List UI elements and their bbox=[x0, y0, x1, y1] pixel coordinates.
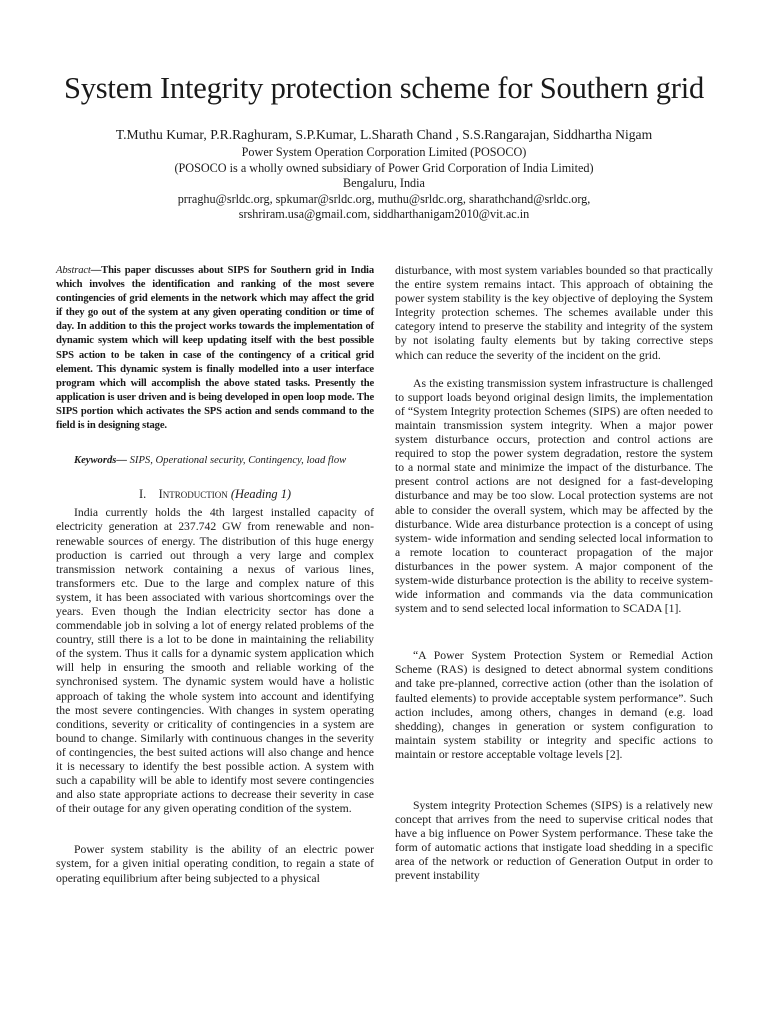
affiliation-org: Power System Operation Corporation Limited (POSOCO) bbox=[241, 145, 527, 159]
section-title: Introduction bbox=[158, 487, 228, 502]
section-note: (Heading 1) bbox=[230, 487, 292, 502]
paper-title: System Integrity protection scheme for Southern grid bbox=[63, 71, 705, 105]
ras-definition-paragraph: “A Power System Protection System or Remedial Action Scheme (RAS) is designed to detect abnormal system conditions and take pre-planned, corrective action (other than the isolation of faulted elements) to provide acceptable system performance”. Such action includes, among others, changes in demand (e.g. load shedding), changes in generation or system configuration to maintain system stability or integrity and specific actions to maintain or restore acceptable voltage levels [2]. bbox=[395, 649, 713, 761]
author-emails-line-2: srshriram.usa@gmail.com, siddharthanigam2010@vit.ac.in bbox=[238, 207, 530, 222]
keywords-text: SIPS, Operational security, Contingency, load flow bbox=[126, 455, 347, 467]
affiliation-note: (POSOCO is a wholly owned subsidiary of Power Grid Corporation of India Limited) bbox=[174, 160, 594, 175]
sips-paragraph: As the existing transmission system infrastructure is challenged to support loads beyond original design limits, the implementation of “System Integrity protection Schemes (SIPS) are often needed to maintain transmission system integrity. When a major power system disturbance occurs, protection and control actions are required to stop the power system degradation, restore the system to a normal state and minimize the impact of the disturbance. The present control actions are not designed for a fast-developing disturbance and may be too slow. Local protection systems are not able to consider the overall system, which may be affected by the disturbance. Wide area disturbance protection is a concept of using system- wide information and sending selected local information to a remote location to counteract propagation of the major disturbances in the power system. A major component of the system-wide disturbance protection is the ability to receive system-wide information and commands via the data communication system and to send selected local information to SCADA [1]. bbox=[395, 376, 713, 616]
sips-concept-paragraph: System integrity Protection Schemes (SIPS) is a relatively new concept that arrives from the need to supervise critical nodes that have a big influence on Power System performance. These take the form of automatic actions that instigate load shedding in a specific area of the network or reduction of Generation Output in order to prevent instability bbox=[395, 799, 713, 883]
section-heading bbox=[56, 487, 374, 501]
intro-paragraph-1: India currently holds the 4th largest installed capacity of electricity generation at 237.742 GW from renewable and non-renewable sources of energy. The distribution of this huge energy production is carried out through a very large and complex transmission network containing a nexus of various lines, transformers etc. Due to the large and complex nature of this system, it has been associated with various shortcomings over the years. Even though the Indian electricity sector has done a commendable job in solving a lot of energy related problems of the country, still there is a lot to be done in maintaining the reliability of the system. Thus it calls for a dynamic system application which will help in ensuring the smooth and reliable working of the synchronised system. The dynamic system would have a holistic approach of taking the whole system into account and identifying the most severe contingencies. With changes in system operating conditions, severity or criticality of contingencies in a system are bound to change. Similarly with continuous changes in the severity of contingencies, the best suited actions will also change and hence it is necessary to identify the best possible action. A system with such a capability will be able to identify most severe contingencies and also state appropriate actions to decrease their severity in case of their outage for any given operating condition of the system. bbox=[56, 506, 374, 816]
right-column bbox=[395, 264, 713, 884]
abstract bbox=[56, 264, 374, 433]
author-emails-line-1: prraghu@srldc.org, spkumar@srldc.org, muthu@srldc.org, sharathchand@srldc.org, bbox=[177, 191, 591, 206]
section-number: I. bbox=[138, 487, 147, 502]
keywords bbox=[56, 454, 374, 468]
left-column bbox=[56, 264, 374, 886]
affiliation-block bbox=[0, 145, 768, 223]
abstract-label: Abstract bbox=[56, 265, 91, 276]
affiliation-location: Bengaluru, India bbox=[343, 176, 425, 191]
abstract-text: —This paper discusses about SIPS for Southern grid in India which involves the identification and ranking of the most severe contingencies of grid elements in the network which may affect the grid if they go out of the system at any given operating condition or time of day. In addition to this the project works towards the implementation of dynamic system which will keep updating itself with the best possible SPS action to be taken in case of the contingency of a critical grid element. This dynamic system is finally modelled into a user interface program which will accomplish the above stated tasks. Presently the application is user driven and is being developed in open loop mode. The SIPS portion which activates the SPS action and sends command to the field is in designing stage. bbox=[56, 265, 374, 432]
keywords-label: Keywords— bbox=[74, 455, 127, 467]
continued-paragraph: disturbance, with most system variables bounded so that practically the entire system remains intact. This approach of obtaining the power system stability is the key objective of deploying the System Integrity protection schemes. The schemes available under this category intend to preserve the stability and integrity of the system by not isolating faulty elements but by taking corrective steps which can reduce the severity of the incident on the grid. bbox=[395, 264, 713, 362]
intro-paragraph-2: Power system stability is the ability of an electric power system, for a given initial operating condition, to regain a state of operating equilibrium after being subjected to a physical bbox=[56, 843, 374, 885]
author-list: T.Muthu Kumar, P.R.Raghuram, S.P.Kumar, L.Sharath Chand , S.S.Rangarajan, Siddhartha Nigam bbox=[115, 127, 653, 142]
